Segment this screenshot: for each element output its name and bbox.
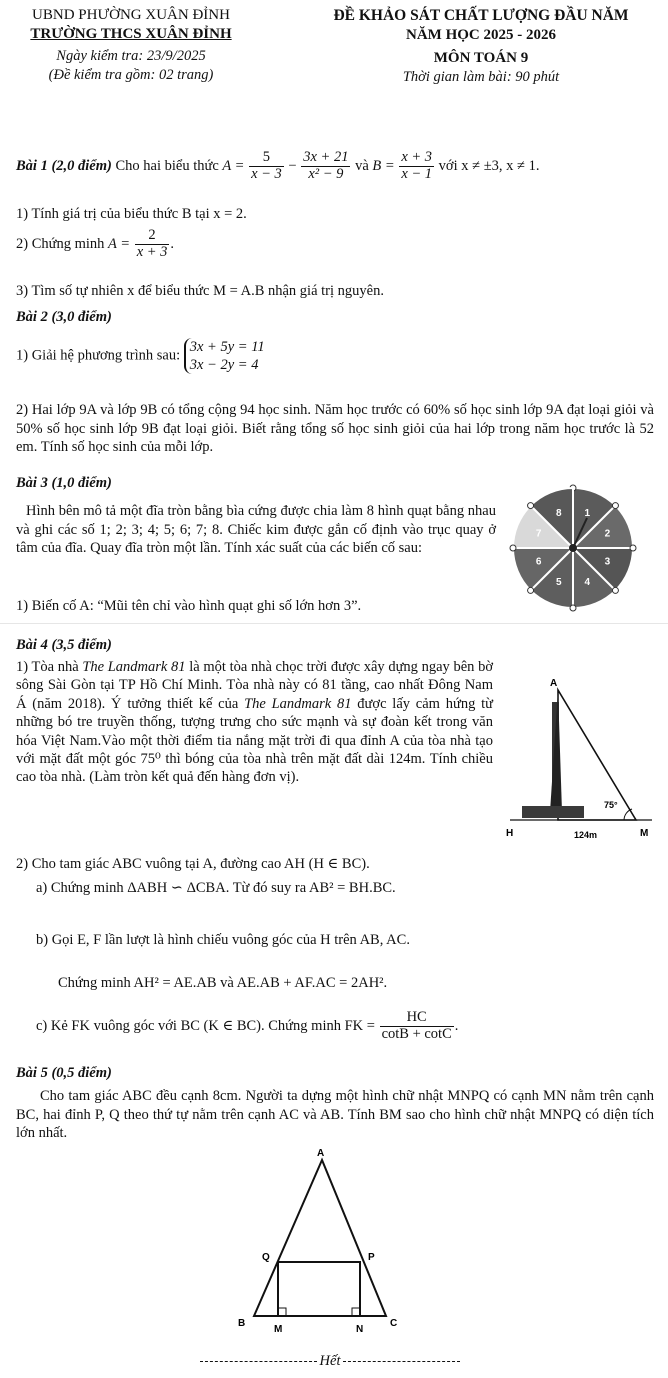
- expr-b-label: B =: [372, 157, 395, 174]
- label-A: A: [550, 678, 558, 689]
- wheel-rim-dot: [510, 545, 516, 551]
- bai1-intro: Cho hai biểu thức: [115, 157, 219, 174]
- duration: Thời gian làm bài: 90 phút: [402, 69, 560, 86]
- bai4-p2c: c) Kẻ FK vuông góc với BC (K ∈ BC). Chứng minh FK = $\frac{HC}{\cot B + \cot C}$ .: [36, 1009, 459, 1042]
- subject: MÔN TOÁN 9: [433, 50, 529, 67]
- fraction-a2: $\frac{3x + 21}{\text{x² − 9}}$: [303, 149, 349, 182]
- and-word: và: [355, 157, 369, 174]
- footer-dash-left: [200, 1361, 317, 1362]
- label-P: P: [368, 1252, 375, 1263]
- label-B: B: [238, 1318, 246, 1329]
- bai4-title: Bài 4 (3,5 điểm): [16, 637, 112, 653]
- wheel-label: 3: [604, 556, 611, 568]
- exam-title: ĐỀ KHẢO SÁT CHẤT LƯỢNG ĐẦU NĂM: [333, 7, 629, 24]
- wheel-label: 4: [584, 576, 591, 588]
- label-A: A: [317, 1148, 325, 1159]
- tower-base: [522, 806, 584, 818]
- fraction-a1: $\frac{5}{x - 3}$: [251, 149, 282, 182]
- school-name: TRƯỜNG THCS XUÂN ĐỈNH: [30, 26, 232, 43]
- bai3-text: Hình bên mô tả một đĩa tròn bằng bìa cứng được chia làm 8 hình quạt bằng nhau và ghi các số 1; 2; 3; 4; 5; 6; 7; 8. Chiếc kim được gắn cố định vào trục quay ở tâm của đĩa. Quay đĩa tròn một lần. Tính xác suất của các biến cố sau:: [16, 503, 496, 557]
- bai4-p2: 2) Cho tam giác ABC vuông tại A, đường cao AH (H ∈ BC).: [16, 856, 370, 872]
- wheel-label: 2: [604, 528, 611, 540]
- exam-date: Ngày kiểm tra: 23/9/2025: [56, 48, 206, 65]
- bai4-p1: 1) Tòa nhà The Landmark 81 là một tòa nhà chọc trời được xây dựng ngay bên bờ sông Sài Gòn tại TP Hồ Chí Minh. Tòa nhà này có 81 tầng, cao nhất Đông Nam Á (năm 2018). Ý tưởng thiết kế của The Landmark 81 được lấy cảm hứng từ những bó tre truyền thống, tượng trưng cho sức mạnh và sự đoàn kết trong văn hóa Việt Nam.Vào một thời điểm tia nắng mặt trời đi qua đỉnh A của tòa nhà tạo với mặt đất một góc 75⁰ thì bóng của tòa nhà trên mặt đất dài 124m. Tính chiều cao tòa nhà. (Làm tròn kết quả đến hàng đơn vị).: [16, 659, 493, 786]
- equation-system: 3x + 5y = 11 3x − 2y = 4: [184, 338, 265, 374]
- label-M: M: [640, 828, 649, 839]
- bai3-q1: 1) Biến cố A: “Mũi tên chỉ vào hình quạt ghi số lớn hơn 3”.: [16, 598, 362, 614]
- label-angle: 75°: [604, 800, 618, 810]
- wheel-label: 5: [555, 576, 562, 588]
- divider: [0, 623, 668, 624]
- minus-sign: −: [288, 157, 297, 174]
- footer: [200, 1352, 460, 1371]
- school-year: NĂM HỌC 2025 - 2026: [406, 26, 556, 43]
- wheel-rim-dot: [612, 587, 618, 593]
- label-Q: Q: [262, 1252, 270, 1263]
- footer-end-mark: Hết: [319, 1353, 341, 1369]
- wheel-rim-dot: [630, 545, 636, 551]
- tower-shadow-triangle: [558, 690, 636, 820]
- right-angle-m: [278, 1308, 286, 1316]
- label-C: C: [390, 1318, 398, 1329]
- bai1-q2: 2) Chứng minh A = $\frac{2}{x + 3}$ .: [16, 227, 175, 260]
- bai2-title: Bài 2 (3,0 điểm): [16, 309, 112, 325]
- condition: với x ≠ ±3, x ≠ 1.: [438, 157, 540, 174]
- spinner-wheel-figure: [498, 478, 648, 618]
- bai3-title: Bài 3 (1,0 điểm): [16, 475, 112, 491]
- header-left: [6, 6, 256, 84]
- bai1-q3: 3) Tìm số tự nhiên x để biểu thức M = A.B nhận giá trị nguyên.: [16, 283, 384, 299]
- fraction-b: $\frac{x + 3}{x - 1}$: [401, 149, 433, 182]
- rectangle-mnpq: [278, 1262, 360, 1316]
- bai1-line: [16, 150, 540, 183]
- label-H: H: [506, 828, 514, 839]
- wheel-label: 6: [535, 556, 542, 568]
- header-right: [296, 6, 666, 87]
- expr-a-label: A =: [222, 157, 245, 174]
- footer-dash-right: [343, 1361, 460, 1362]
- landmark-tower-figure: [502, 672, 660, 852]
- wheel-rim-dot: [612, 503, 618, 509]
- bai5-text: Cho tam giác ABC đều cạnh 8cm. Người ta dựng một hình chữ nhật MNPQ có cạnh MN nằm trên cạnh BC, hai đỉnh P, Q theo thứ tự nằm trên cạnh AC và AB. Tính BM sao cho hình chữ nhật MNPQ có diện tích lớn nhất.: [16, 1088, 654, 1142]
- bai2-q1: 1) Giải hệ phương trình sau: 3x + 5y = 11 3x − 2y = 4: [16, 339, 265, 374]
- bai1-q1: 1) Tính giá trị của biểu thức B tại x = 2.: [16, 206, 247, 222]
- bai5-title: Bài 5 (0,5 điểm): [16, 1065, 112, 1081]
- wheel-label: 7: [535, 528, 542, 540]
- wheel-rim-dot: [570, 605, 576, 611]
- triangle-abc: [254, 1160, 386, 1316]
- fraction-q2: $\frac{2}{x + 3}$: [136, 227, 168, 260]
- triangle-rectangle-figure: [226, 1146, 416, 1342]
- bai4-p2b2: Chứng minh AH² = AE.AB và AE.AB + AF.AC = 2AH².: [58, 975, 388, 991]
- label-length: 124m: [574, 830, 598, 840]
- label-M: M: [274, 1324, 283, 1335]
- bai1-title: Bài 1 (2,0 điểm): [16, 157, 112, 174]
- bai4-p2a: a) Chứng minh ΔABH ∽ ΔCBA. Từ đó suy ra AB² = BH.BC.: [36, 880, 396, 896]
- wheel-rim-dot: [528, 587, 534, 593]
- fraction-fk: $\frac{HC}{\cot B + \cot C}$: [381, 1009, 452, 1042]
- wheel-label: 8: [555, 508, 562, 520]
- label-N: N: [356, 1324, 364, 1335]
- page-count-note: (Đề kiểm tra gồm: 02 trang): [48, 66, 214, 83]
- wheel-label: 1: [584, 508, 591, 520]
- bai4-p2b: b) Gọi E, F lần lượt là hình chiếu vuông góc của H trên AB, AC.: [36, 932, 410, 948]
- wheel-rim-dot: [528, 503, 534, 509]
- right-angle-n: [352, 1308, 360, 1316]
- department-name: UBND PHƯỜNG XUÂN ĐỈNH: [32, 7, 230, 23]
- bai2-q2: 2) Hai lớp 9A và lớp 9B có tổng cộng 94 học sinh. Năm học trước có 60% số học sinh lớp 9A đạt loại giỏi và 50% số học sinh lớp 9B đạt loại giỏi. Biết rằng tổng số học sinh giỏi của hai lớp trong năm học trước là 52 em. Tính số học sinh của mỗi lớp.: [16, 402, 654, 456]
